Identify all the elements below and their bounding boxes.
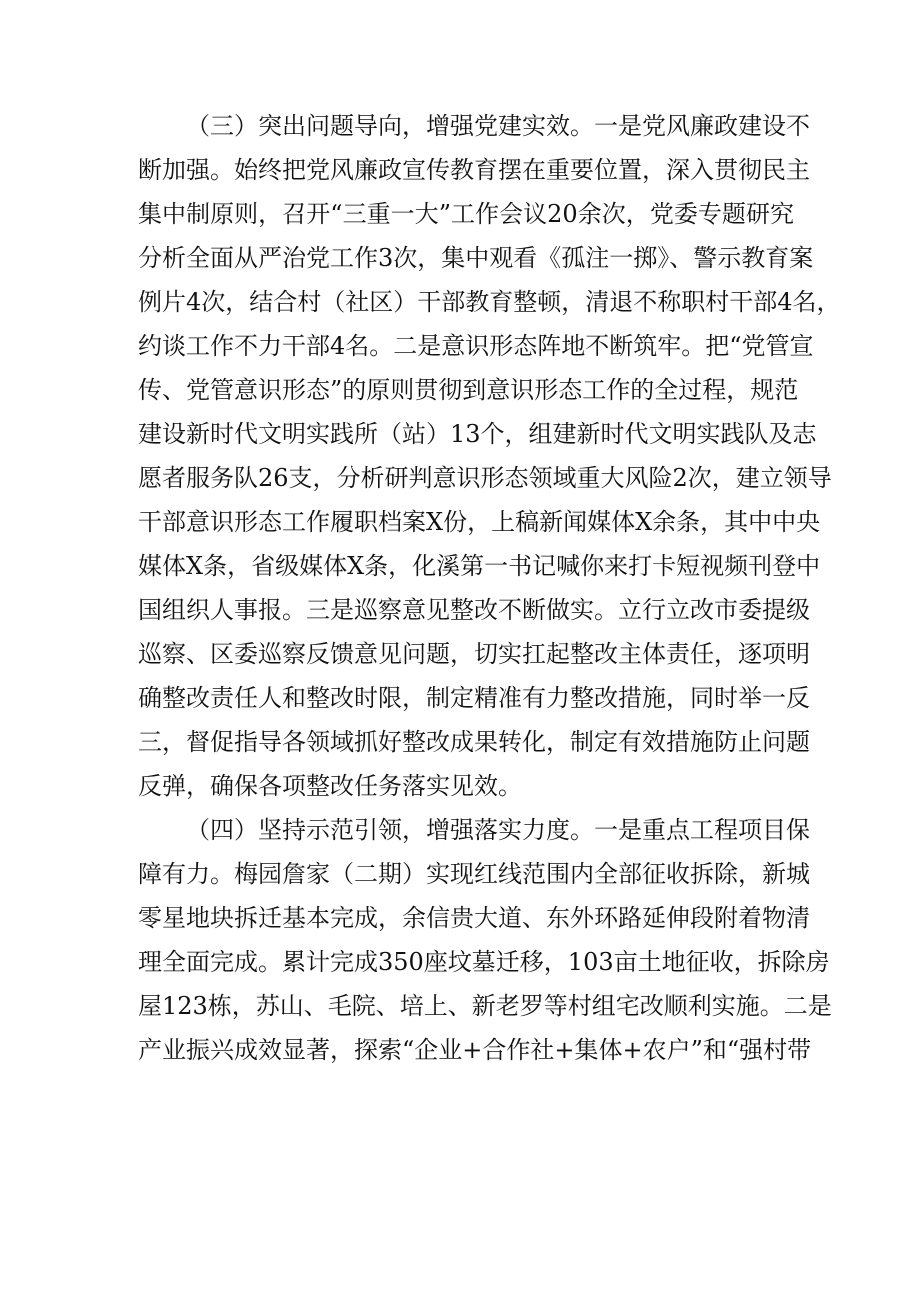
paragraph-4-line-2: 障有力。梅园詹家（二期）实现红线范围内全部征收拆除，新城 xyxy=(138,860,810,888)
paragraph-4-line-1: （四）坚持示范引领，增强落实力度。一是重点工程项目保 xyxy=(186,816,810,844)
paragraph-3-line-9: 愿者服务队26支，分析研判意识形态领域重大风险2次，建立领导 xyxy=(138,464,832,492)
paragraph-3-line-7: 传、党管意识形态”的原则贯彻到意识形态工作的全过程，规范 xyxy=(138,376,799,404)
paragraph-3-line-8: 建设新时代文明实践所（站）13个，组建新时代文明实践队及志 xyxy=(138,420,817,448)
paragraph-4-line-3: 零星地块拆迁基本完成，余信贵大道、东外环路延伸段附着物清 xyxy=(138,904,810,932)
paragraph-3-line-5: 例片4次，结合村（社区）干部教育整顿，清退不称职村干部4名， xyxy=(138,288,841,316)
paragraph-3-line-3: 集中制原则，召开“三重一大”工作会议20余次，党委专题研究 xyxy=(138,200,794,228)
paragraph-3-line-10: 干部意识形态工作履职档案X份，上稿新闻媒体X余条，其中中央 xyxy=(138,508,821,536)
paragraph-3-line-6: 约谈工作不力干部4名。二是意识形态阵地不断筑牢。把“党管宣 xyxy=(138,332,814,360)
paragraph-4-line-6: 产业振兴成效显著，探索“企业+合作社+集体+农户”和“强村带 xyxy=(138,1036,812,1064)
paragraph-3-line-1: （三）突出问题导向，增强党建实效。一是党风廉政建设不 xyxy=(186,112,810,140)
paragraph-3-line-13: 巡察、区委巡察反馈意见问题，切实扛起整改主体责任，逐项明 xyxy=(138,640,810,668)
paragraph-3-line-2: 断加强。始终把党风廉政宣传教育摆在重要位置，深入贯彻民主 xyxy=(138,156,810,184)
paragraph-3-line-11: 媒体X条，省级媒体X条，化溪第一书记喊你来打卡短视频刊登中 xyxy=(138,552,821,580)
paragraph-4-line-5: 屋123栋，苏山、毛院、培上、新老罗等村组宅改顺利实施。二是 xyxy=(138,992,832,1020)
paragraph-3-line-12: 国组织人事报。三是巡察意见整改不断做实。立行立改市委提级 xyxy=(138,596,810,624)
paragraph-3-line-14: 确整改责任人和整改时限，制定精准有力整改措施，同时举一反 xyxy=(138,684,810,712)
paragraph-4-line-4: 理全面完成。累计完成350座坟墓迁移，103亩土地征收，拆除房 xyxy=(138,948,830,976)
paragraph-3-line-4: 分析全面从严治党工作3次，集中观看《孤注一掷》、警示教育案 xyxy=(138,244,814,272)
paragraph-3-line-15: 三，督促指导各领域抓好整改成果转化，制定有效措施防止问题 xyxy=(138,728,810,756)
paragraph-3-line-16: 反弹，确保各项整改任务落实见效。 xyxy=(138,772,522,800)
